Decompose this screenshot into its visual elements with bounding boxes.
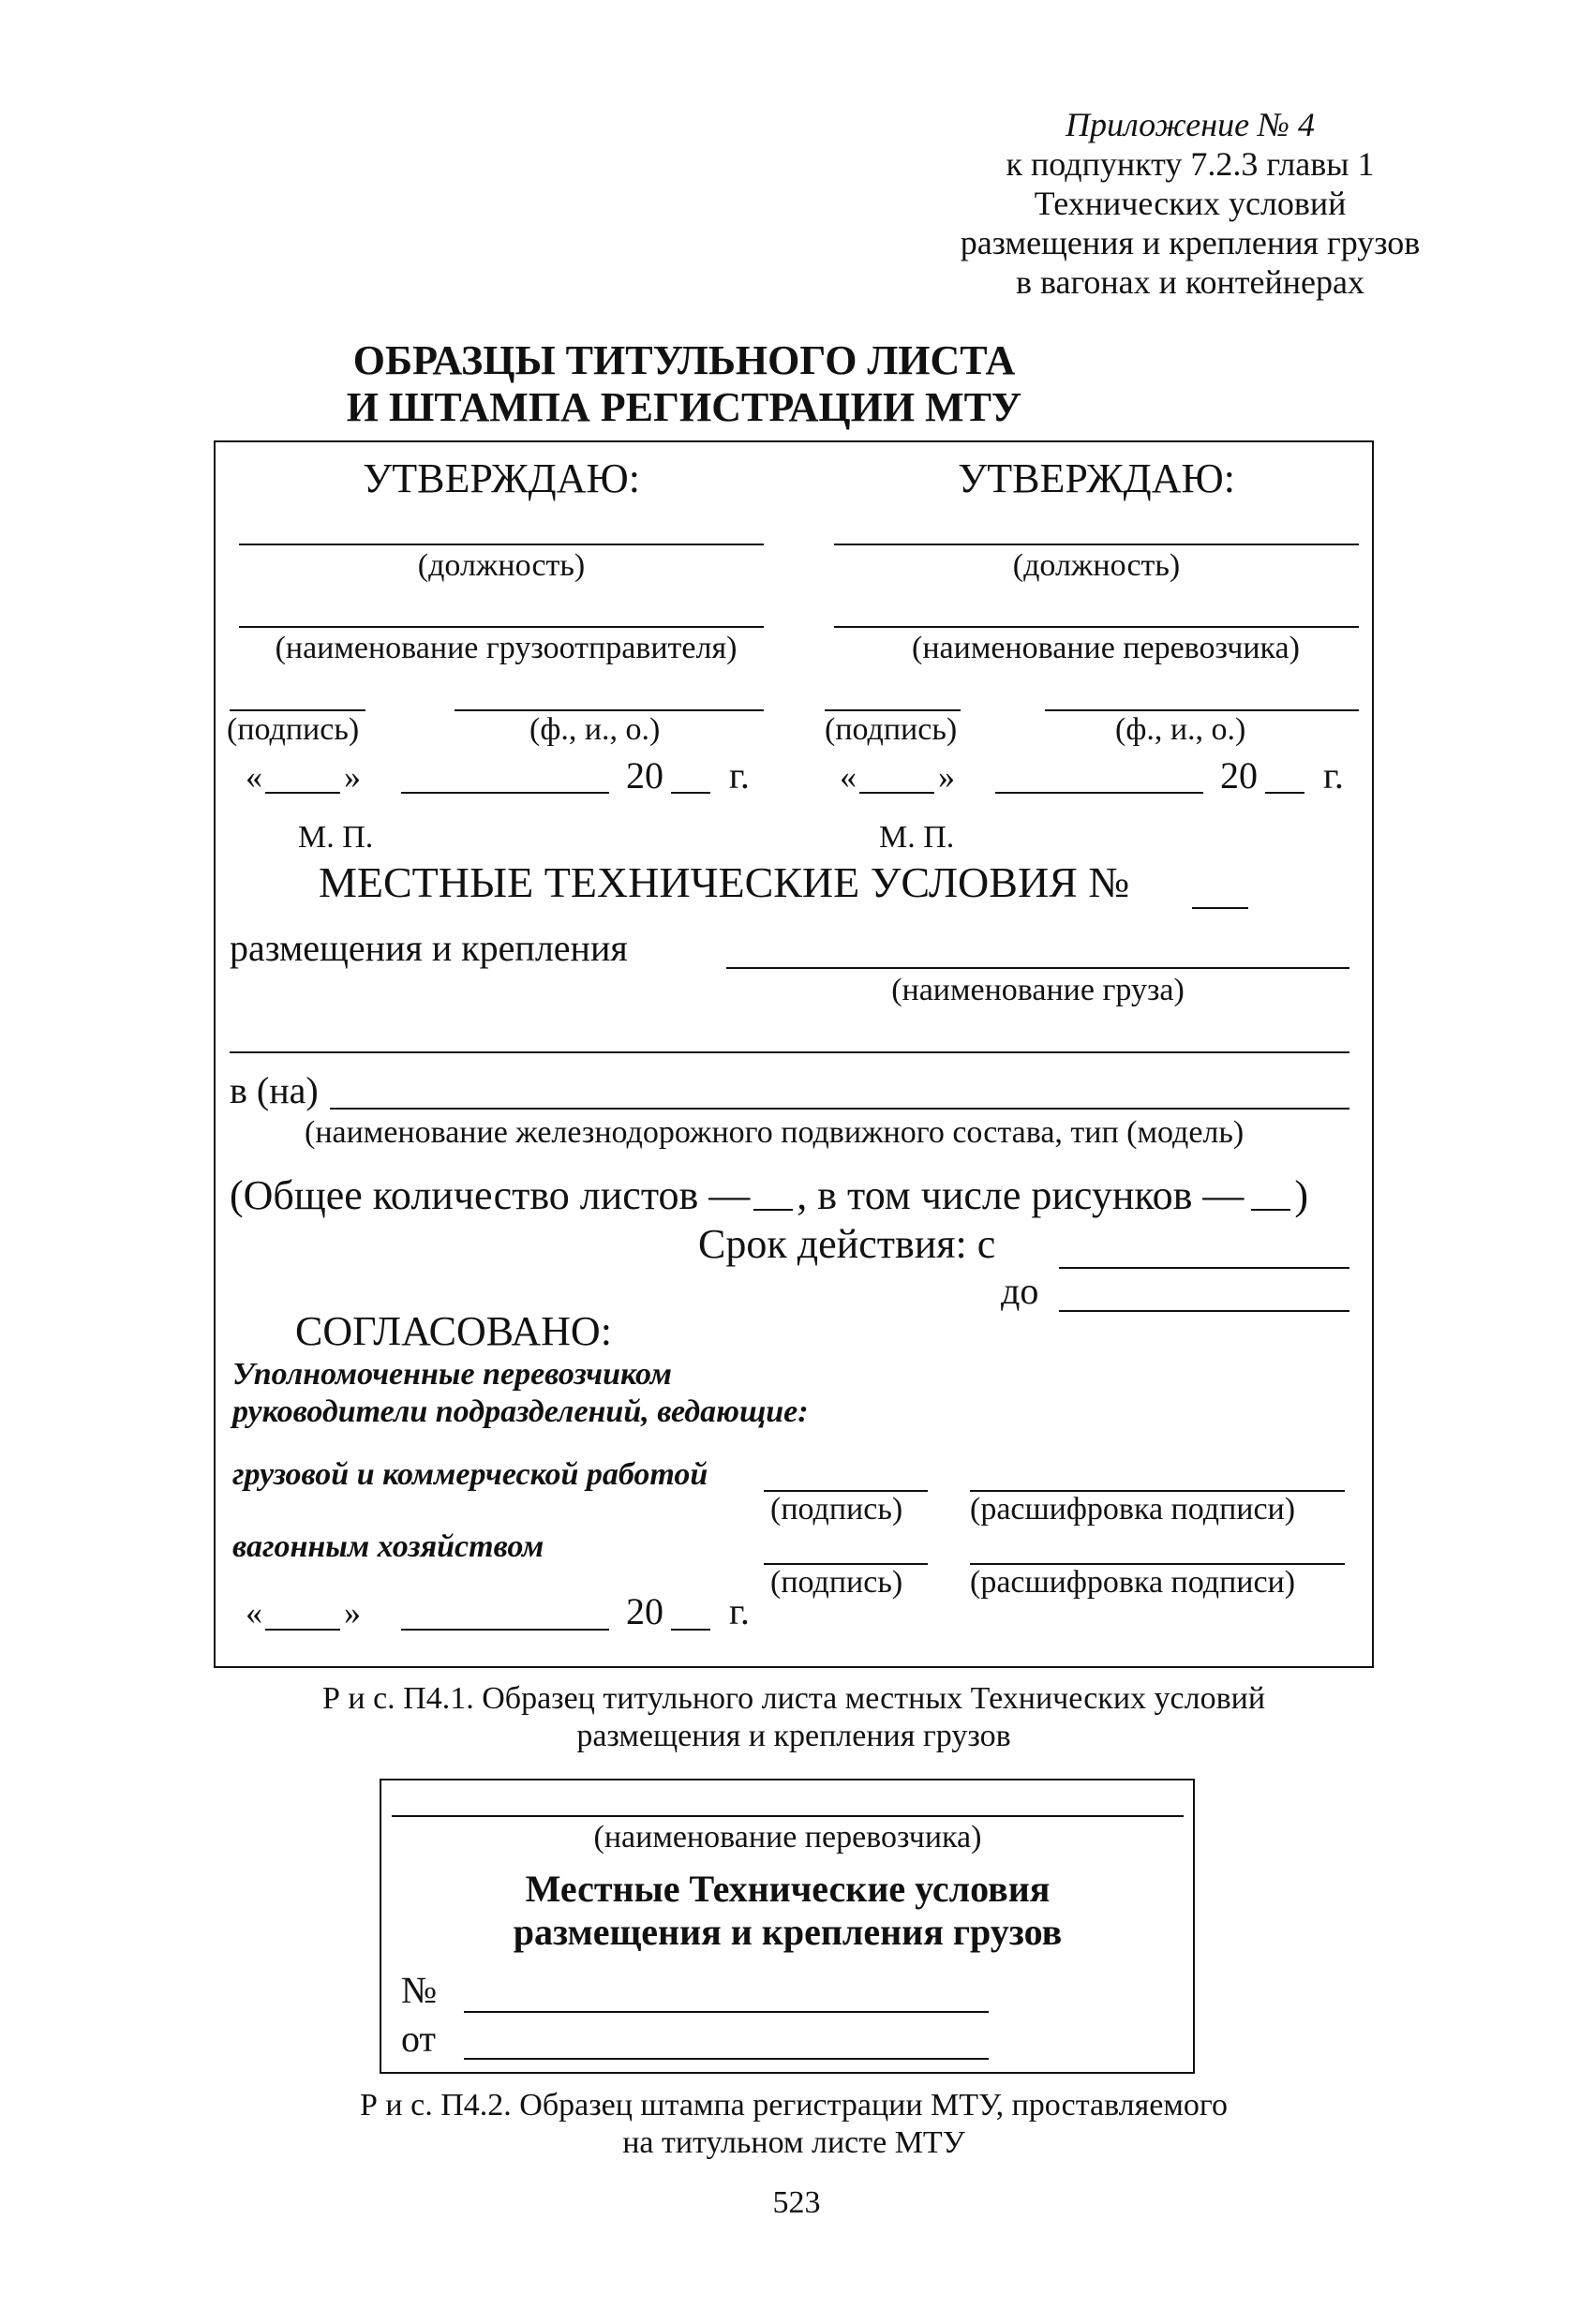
date-year-prefix-left: 20: [626, 754, 663, 797]
caption-line: Р и с. П4.1. Образец титульного листа местных Технических условий: [321, 1681, 1266, 1716]
date-year-prefix-right: 20: [1220, 754, 1258, 797]
validity-to-label: до: [1001, 1270, 1039, 1312]
appendix-line: к подпункту 7.2.3 главы 1: [1006, 145, 1375, 183]
agreed-month-line: [401, 1629, 609, 1631]
sheets-part-3: ): [1294, 1172, 1309, 1218]
page-heading: [216, 337, 1153, 431]
date-year-line-left: [671, 792, 710, 794]
wagon-work-signature-label: (подпись): [770, 1565, 903, 1600]
cargo-line-2: [230, 1051, 1349, 1053]
carrier-label: (наименование перевозчика): [912, 631, 1300, 665]
position-line-left: [239, 544, 764, 545]
date-day-line-left: [265, 792, 340, 794]
agreed-day-line: [265, 1629, 340, 1631]
placement-label: размещения и крепления: [230, 927, 628, 969]
cargo-work-decode-label: (расшифровка подписи): [970, 1492, 1296, 1527]
date-month-line-left: [401, 792, 609, 794]
date-quote-open-right: «: [840, 758, 857, 796]
stamp-number-line: [464, 2011, 989, 2013]
page-number: 523: [772, 2185, 821, 2220]
cargo-line: [726, 967, 1349, 969]
wagon-work-label: вагонным хозяйством: [232, 1529, 544, 1564]
figure-caption-1: [214, 1680, 1374, 1755]
authorized-line-2: руководители подразделений, ведающие:: [232, 1394, 809, 1429]
caption-line: размещения и крепления грузов: [576, 1719, 1011, 1753]
stamp-carrier-line: [392, 1815, 1184, 1817]
initials-line-left: [455, 709, 764, 711]
date-year-line-right: [1265, 792, 1304, 794]
mtu-number-line: [1192, 907, 1248, 909]
wagon-work-decode-label: (расшифровка подписи): [970, 1565, 1296, 1600]
agreed-heading: СОГЛАСОВАНО:: [295, 1308, 612, 1354]
appendix-title: Приложение № 4: [1065, 106, 1315, 143]
stamp-number-label: №: [401, 1969, 438, 2011]
date-year-suffix-left: г.: [729, 754, 750, 797]
appendix-line: размещения и крепления грузов: [960, 224, 1421, 261]
position-label-left: (должность): [417, 548, 586, 583]
agreed-year-line: [671, 1629, 710, 1631]
mtu-title: МЕСТНЫЕ ТЕХНИЧЕСКИЕ УСЛОВИЯ №: [319, 858, 1130, 906]
signature-line-right: [825, 709, 961, 711]
stamp-from-line: [464, 2058, 989, 2060]
cargo-work-label: грузовой и коммерческой работой: [232, 1457, 708, 1492]
appendix-line: Технических условий: [1034, 185, 1347, 222]
initials-line-right: [1045, 709, 1359, 711]
signature-label-right: (подпись): [825, 712, 958, 747]
position-label-right: (должность): [1012, 548, 1181, 583]
cargo-work-signature-label: (подпись): [770, 1492, 903, 1527]
sheets-count-text: [230, 1171, 1308, 1219]
stamp-from-label: от: [401, 2018, 436, 2060]
carrier-line: [834, 626, 1359, 628]
stamp-title-line-2: размещения и крепления грузов: [513, 1911, 1063, 1953]
caption-line: Р и с. П4.2. Образец штампа регистрации МТУ, проставляемого: [360, 2088, 1228, 2123]
seal-left: М. П.: [298, 820, 374, 855]
caption-line: на титульном листе МТУ: [622, 2125, 965, 2160]
sheets-part-2: , в том числе рисунков —: [797, 1172, 1245, 1218]
initials-label-right: (ф., и., о.): [1115, 712, 1246, 747]
signature-line-left: [230, 709, 365, 711]
validity-label: Срок действия: с: [698, 1221, 996, 1267]
date-quote-close-left: »: [344, 758, 361, 796]
agreed-year-prefix: 20: [626, 1590, 663, 1632]
date-quote-open-left: «: [246, 758, 262, 796]
seal-right: М. П.: [879, 820, 955, 855]
approve-right: УТВЕРЖДАЮ:: [958, 455, 1235, 501]
shipper-label: (наименование грузоотправителя): [275, 631, 738, 665]
initials-label-left: (ф., и., о.): [529, 712, 661, 747]
date-quote-close-right: »: [938, 758, 955, 796]
agreed-year-suffix: г.: [729, 1590, 750, 1632]
agreed-quote-open: «: [246, 1594, 262, 1631]
appendix-line: в вагонах и контейнерах: [1015, 263, 1364, 301]
shipper-line: [239, 626, 764, 628]
in-label: в (на): [230, 1069, 319, 1111]
stamp-carrier-label: (наименование перевозчика): [593, 1820, 982, 1855]
agreed-quote-close: »: [344, 1594, 361, 1631]
position-line-right: [834, 544, 1359, 545]
heading-line: ОБРАЗЦЫ ТИТУЛЬНОГО ЛИСТА: [352, 337, 1016, 383]
rolling-stock-line: [330, 1108, 1349, 1110]
rolling-stock-label: (наименование железнодорожного подвижного состава, тип (модель): [305, 1115, 1245, 1150]
signature-label-left: (подпись): [227, 712, 360, 747]
stamp-title-line-1: Местные Технические условия: [525, 1868, 1051, 1910]
sheets-blank-1: [753, 1209, 793, 1211]
sheets-blank-2: [1251, 1209, 1290, 1211]
appendix-block: [900, 105, 1481, 302]
cargo-label: (наименование груза): [891, 973, 1185, 1007]
authorized-line-1: Уполномоченные перевозчиком: [232, 1357, 672, 1392]
approve-left: УТВЕРЖДАЮ:: [363, 455, 640, 501]
sheets-part-1: (Общее количество листов —: [230, 1172, 751, 1218]
heading-line: И ШТАМПА РЕГИСТРАЦИИ МТУ: [346, 384, 1022, 430]
date-month-line-right: [995, 792, 1203, 794]
validity-to-line: [1059, 1310, 1349, 1312]
validity-from-line: [1059, 1267, 1349, 1269]
figure-caption-2: [214, 2087, 1374, 2162]
date-day-line-right: [859, 792, 934, 794]
date-year-suffix-right: г.: [1323, 754, 1344, 797]
